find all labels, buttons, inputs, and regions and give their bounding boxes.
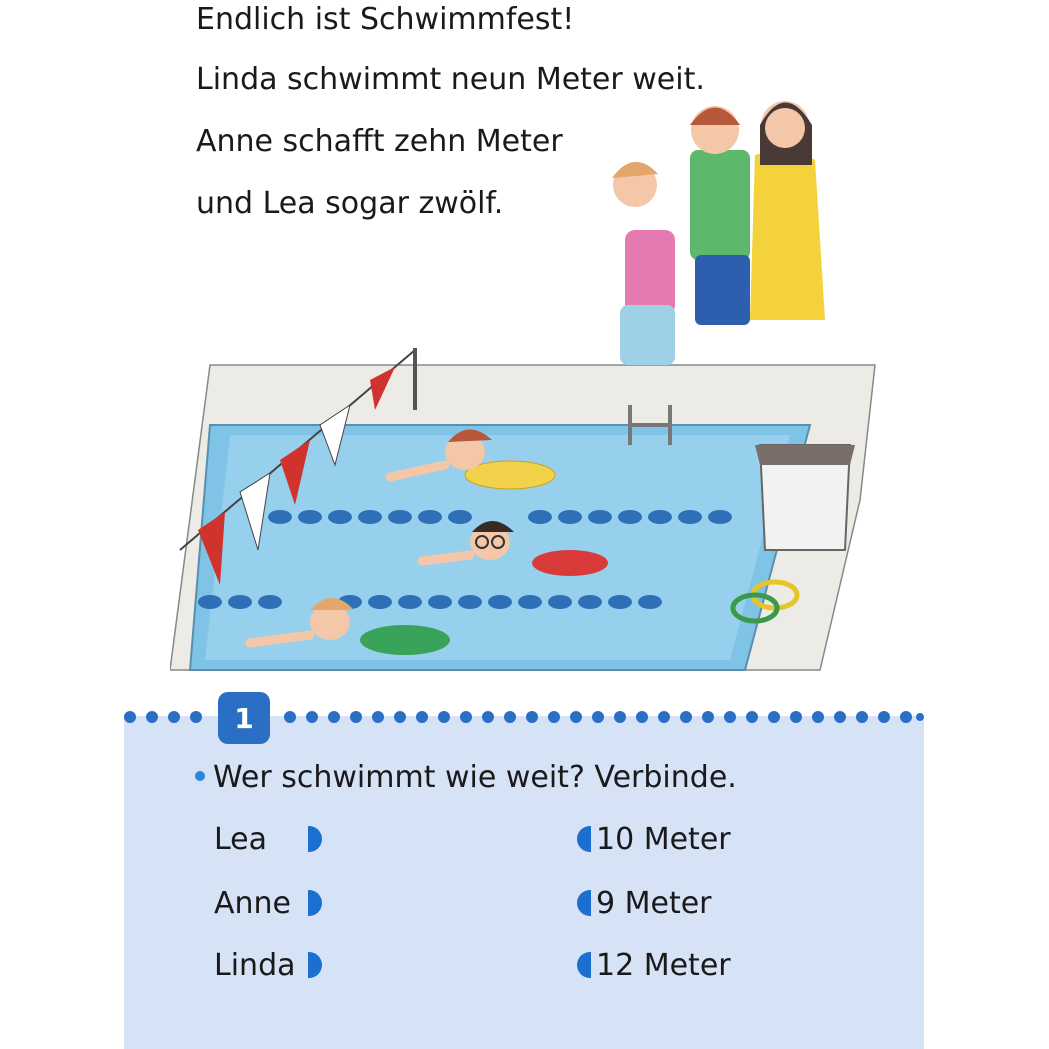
story-line: Anne schafft zehn Meter [196,124,563,159]
distance-10-meter: 10 Meter [596,822,731,857]
name-lea: Lea [214,822,268,857]
distance-9-meter: 9 Meter [596,886,712,921]
bullet-icon [195,771,205,781]
exercise-number-badge: 1 [218,692,270,744]
story-line: Linda schwimmt neun Meter weit. [196,62,705,97]
name-anne: Anne [214,886,292,921]
story-line: und Lea sogar zwölf. [196,186,504,221]
exercise-question [195,760,737,795]
name-linda: Linda [214,948,296,983]
question-text: Wer schwimmt wie weit? Verbinde. [213,760,737,795]
swimming-pool-illustration [170,80,890,680]
story-line: Endlich ist Schwimmfest! [196,2,575,37]
distance-12-meter: 12 Meter [596,948,731,983]
